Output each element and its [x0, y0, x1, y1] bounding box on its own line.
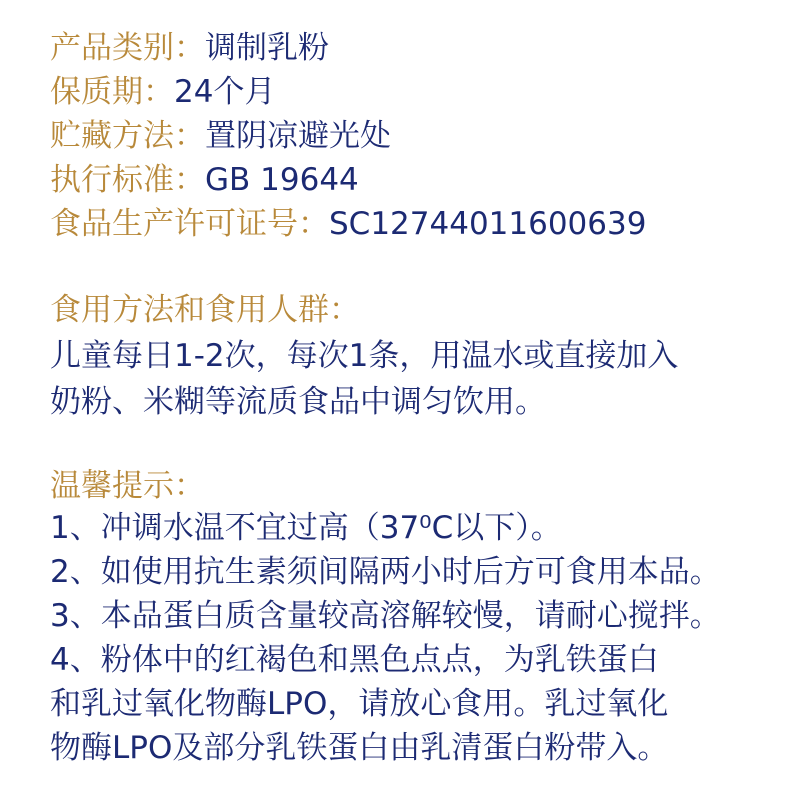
spec-label: 食品生产许可证号： — [50, 206, 329, 242]
tips-heading: 温馨提示： — [50, 468, 205, 504]
spec-label: 贮藏方法： — [50, 118, 205, 154]
tip-line: 3、本品蛋白质含量较高溶解较慢，请耐心搅拌。 — [50, 598, 721, 634]
spec-value: 24个月 — [174, 74, 276, 110]
spec-row-shelf-life — [50, 72, 275, 112]
spec-row-storage — [50, 116, 391, 156]
spec-label: 产品类别： — [50, 30, 205, 66]
spec-row-category — [50, 28, 329, 68]
tip-line: 4、粉体中的红褐色和黑色点点，为乳铁蛋白 — [50, 642, 659, 678]
spec-label: 保质期： — [50, 74, 174, 110]
spec-value: SC12744011600639 — [329, 206, 647, 242]
usage-line: 奶粉、米糊等流质食品中调匀饮用。 — [50, 384, 546, 420]
spec-value: GB 19644 — [205, 162, 359, 198]
spec-row-license — [50, 204, 646, 244]
usage-heading: 食用方法和食用人群： — [50, 292, 360, 328]
tip-line: 和乳过氧化物酶LPO，请放心食用。乳过氧化 — [50, 686, 669, 722]
spec-value: 调制乳粉 — [205, 30, 329, 66]
tip-line: 1、冲调水温不宜过高（37⁰C以下）。 — [50, 510, 562, 546]
spec-row-standard — [50, 160, 359, 200]
tip-line: 2、如使用抗生素须间隔两小时后方可食用本品。 — [50, 554, 721, 590]
usage-line: 儿童每日1-2次，每次1条，用温水或直接加入 — [50, 338, 679, 374]
tip-line: 物酶LPO及部分乳铁蛋白由乳清蛋白粉带入。 — [50, 730, 669, 766]
spec-label: 执行标准： — [50, 162, 205, 198]
spec-value: 置阴凉避光处 — [205, 118, 391, 154]
